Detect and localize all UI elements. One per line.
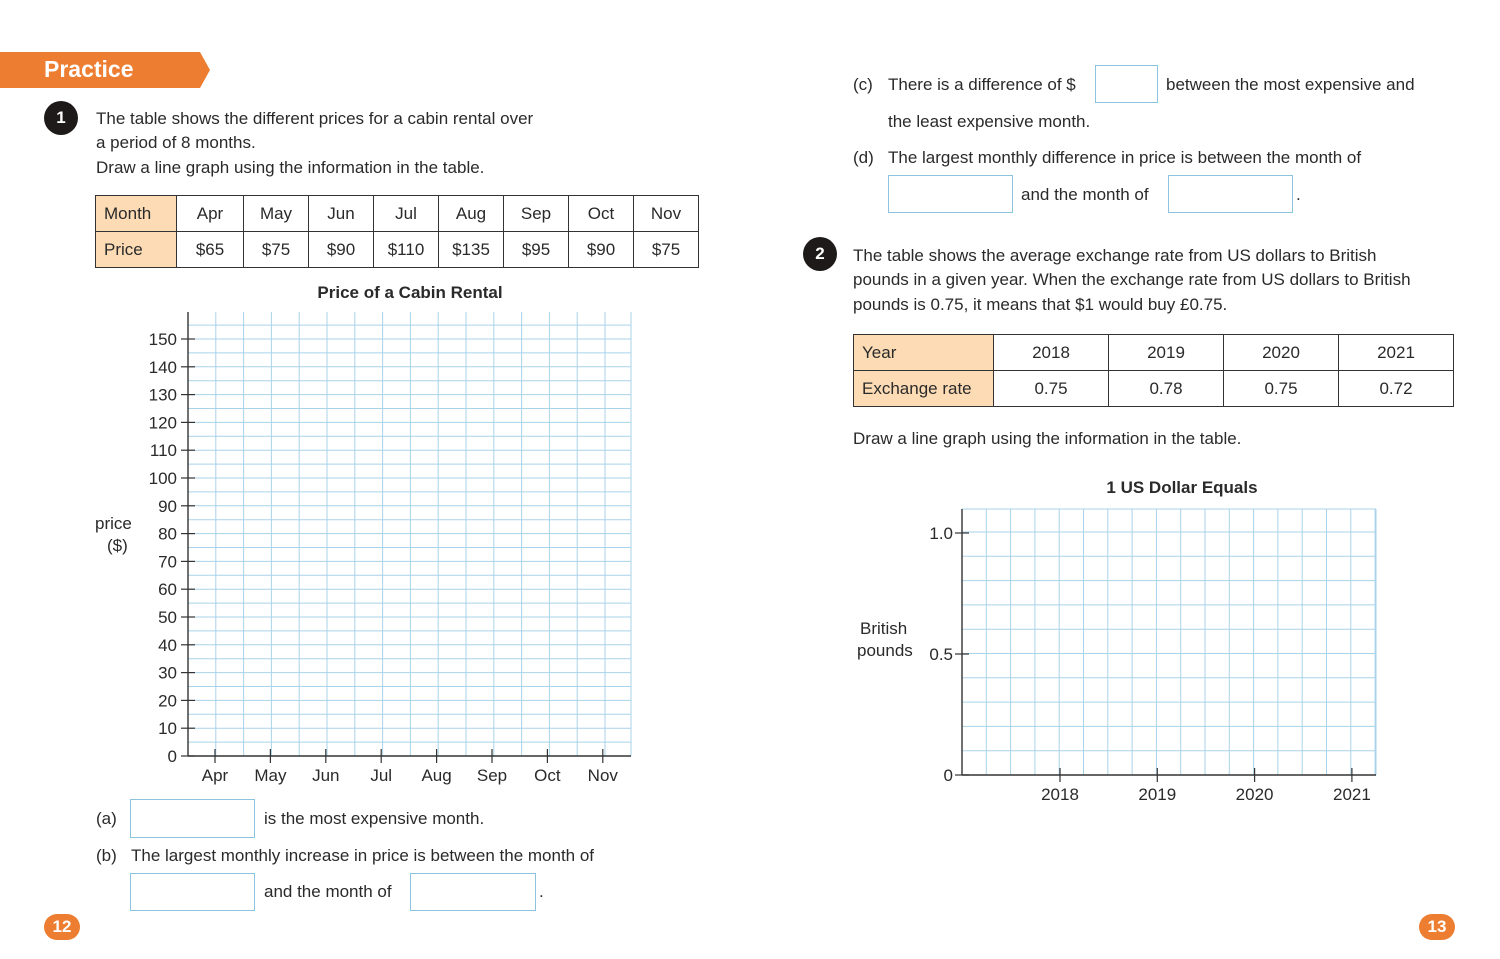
x-tick-label: 2020 <box>1235 785 1274 804</box>
q2-text-line-1: The table shows the average exchange rate from US dollars to British <box>853 246 1377 265</box>
y-tick-label: 140 <box>148 357 177 377</box>
q2-text-line-2: pounds in a given year. When the exchange rate from US dollars to British <box>853 270 1411 289</box>
month-cell: Jun <box>309 196 374 232</box>
month-cell: Oct <box>569 196 634 232</box>
q1a-label: (a) <box>96 809 117 828</box>
chart2-ylabel-line-2: pounds <box>857 641 913 660</box>
q2-instruction: Draw a line graph using the information in the table. <box>853 429 1242 448</box>
month-cell: Apr <box>177 196 244 232</box>
y-tick-label: 80 <box>158 524 177 544</box>
y-tick-label: 0 <box>943 766 953 785</box>
x-tick-label: 2019 <box>1138 785 1177 804</box>
page-number-right: 13 <box>1419 914 1455 940</box>
x-tick-label: Nov <box>587 766 618 785</box>
price-cell: $65 <box>177 232 244 268</box>
q1d-label: (d) <box>853 148 874 167</box>
answer-box-1a[interactable] <box>130 799 255 838</box>
table-header-price: Price <box>96 232 177 268</box>
practice-banner <box>0 52 210 88</box>
x-tick-label: May <box>254 766 287 785</box>
price-cell: $90 <box>569 232 634 268</box>
answer-box-1b-first[interactable] <box>130 873 255 911</box>
question-1-number: 1 <box>44 101 78 135</box>
y-tick-label: 40 <box>158 635 177 655</box>
answer-box-1c[interactable] <box>1095 65 1158 103</box>
x-tick-label: Oct <box>534 766 561 785</box>
q1d-text: The largest monthly difference in price is between the month of <box>888 148 1362 167</box>
y-tick-label: 130 <box>148 385 177 405</box>
price-cell: $110 <box>374 232 439 268</box>
y-tick-label: 120 <box>148 413 177 433</box>
x-tick-label: Sep <box>476 766 508 785</box>
q1d-period: . <box>1296 185 1301 204</box>
answer-box-1b-second[interactable] <box>410 873 536 911</box>
y-tick-label: 0.5 <box>929 645 953 664</box>
price-cell: $135 <box>439 232 504 268</box>
question-2-number: 2 <box>803 237 837 271</box>
answer-box-1d-second[interactable] <box>1168 175 1293 213</box>
x-tick-label: 2018 <box>1041 785 1079 804</box>
y-tick-label: 0 <box>167 747 177 766</box>
cabin-price-table <box>95 195 699 268</box>
price-cell: $95 <box>504 232 569 268</box>
q1d-and-text: and the month of <box>1021 185 1149 204</box>
x-tick-label: Aug <box>421 766 452 785</box>
q1b-and-text: and the month of <box>264 882 392 901</box>
q1b-period: . <box>539 882 544 901</box>
x-tick-label: Jul <box>370 766 393 785</box>
month-cell: May <box>244 196 309 232</box>
y-tick-label: 110 <box>149 441 177 461</box>
q1-text-line-2: a period of 8 months. <box>96 133 256 152</box>
q1c-label: (c) <box>853 75 873 94</box>
price-cell: $90 <box>309 232 374 268</box>
y-tick-label: 100 <box>148 469 177 488</box>
chart1-title: Price of a Cabin Rental <box>317 283 503 302</box>
month-cell: Aug <box>439 196 504 232</box>
month-cell: Sep <box>504 196 569 232</box>
y-tick-label: 30 <box>158 663 177 683</box>
q2-text-line-3: pounds is 0.75, it means that $1 would buy £0.75. <box>853 295 1228 314</box>
price-cell: $75 <box>244 232 309 268</box>
year-cell: 2021 <box>1339 335 1454 371</box>
y-tick-label: 1.0 <box>929 524 953 543</box>
q1a-text: is the most expensive month. <box>264 809 485 828</box>
year-cell: 2018 <box>994 335 1109 371</box>
chart2-grid[interactable] <box>900 495 1400 815</box>
rate-cell: 0.75 <box>1224 371 1339 407</box>
chart1-ylabel-line-2: ($) <box>107 536 128 555</box>
practice-label: Practice <box>44 56 134 82</box>
y-tick-label: 70 <box>158 552 177 572</box>
x-tick-label: Jun <box>312 766 340 785</box>
x-tick-label: Apr <box>201 766 229 785</box>
q1-text-line-1: The table shows the different prices for a cabin rental over <box>96 109 534 128</box>
y-tick-label: 10 <box>158 719 177 739</box>
y-tick-label: 60 <box>158 580 177 600</box>
rate-cell: 0.72 <box>1339 371 1454 407</box>
q1b-label: (b) <box>96 846 117 865</box>
y-tick-label: 50 <box>158 608 177 627</box>
table-header-year: Year <box>854 335 994 371</box>
q1-text-line-3: Draw a line graph using the information in the table. <box>96 158 485 177</box>
month-cell: Nov <box>634 196 699 232</box>
chart1-ylabel-line-1: price <box>95 514 132 533</box>
q1c-text-1: There is a difference of $ <box>888 75 1076 94</box>
y-tick-label: 20 <box>158 691 177 711</box>
chart2-title: 1 US Dollar Equals <box>1106 478 1258 497</box>
table-header-exchange-rate: Exchange rate <box>854 371 994 407</box>
q1c-text-2: between the most expensive and <box>1166 75 1415 94</box>
rate-cell: 0.75 <box>994 371 1109 407</box>
price-cell: $75 <box>634 232 699 268</box>
q1b-text: The largest monthly increase in price is between the month of <box>131 846 595 865</box>
page-number-left: 12 <box>44 914 80 940</box>
x-tick-label: 2021 <box>1332 785 1371 804</box>
table-header-month: Month <box>96 196 177 232</box>
answer-box-1d-first[interactable] <box>888 175 1013 213</box>
year-cell: 2020 <box>1224 335 1339 371</box>
exchange-rate-table <box>853 334 1454 407</box>
y-tick-label: 150 <box>148 330 177 349</box>
rate-cell: 0.78 <box>1109 371 1224 407</box>
chart2-ylabel-line-1: British <box>860 619 908 638</box>
q1c-text-3: the least expensive month. <box>888 112 1091 131</box>
y-tick-label: 90 <box>158 496 177 516</box>
chart1-grid[interactable] <box>0 300 660 800</box>
month-cell: Jul <box>374 196 439 232</box>
year-cell: 2019 <box>1109 335 1224 371</box>
